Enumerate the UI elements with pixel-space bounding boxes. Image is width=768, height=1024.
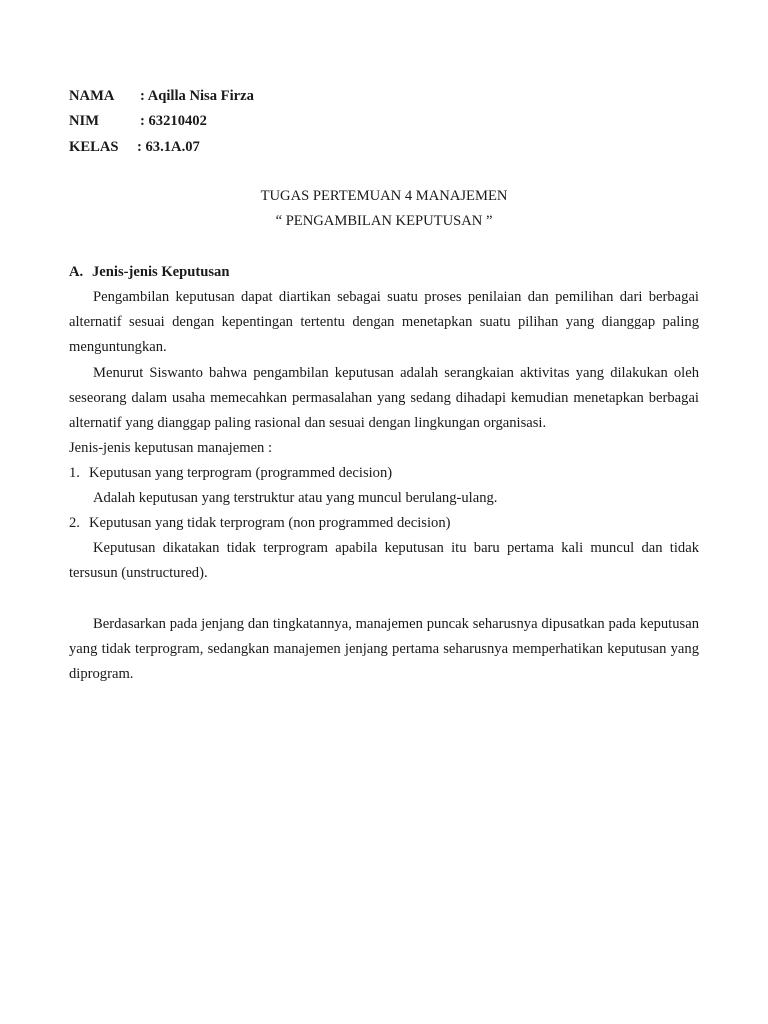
list-item-title: Keputusan yang terprogram (programmed decision) (89, 465, 393, 481)
section-heading (69, 262, 229, 282)
list-intro: Jenis-jenis keputusan manajemen : (69, 440, 273, 456)
nim-label: NIM (69, 113, 99, 129)
list-item-description: Adalah keputusan yang terstruktur atau yang muncul berulang-ulang. (93, 490, 498, 506)
section-number: A. (69, 264, 84, 280)
nim-row (69, 111, 207, 131)
name-row (69, 86, 254, 106)
paragraph-siswanto: Menurut Siswanto bahwa pengambilan keputusan adalah serangkaian aktivitas yang dilakukan oleh seseorang dalam usaha memecahkan permasalahan yang sedang dihadapi kemudian menetapkan berbagai alternatif yang dianggap paling rasional dan sesuai dengan lingkungan organisasi. (69, 365, 699, 432)
class-row (69, 137, 200, 157)
class-value: : 63.1A.07 (137, 139, 200, 155)
nim-value: : 63210402 (140, 113, 207, 129)
list-item-number: 2. (69, 515, 80, 531)
paragraph-conclusion: Berdasarkan pada jenjang dan tingkatannya, manajemen puncak seharusnya dipusatkan pada keputusan yang tidak terprogram, sedangkan manajemen jenjang pertama seharusnya memperhatikan keputusan yang diprogram. (69, 616, 699, 683)
section-title: Jenis-jenis Keputusan (92, 264, 230, 280)
assignment-subtitle: “ PENGAMBILAN KEPUTUSAN ” (275, 213, 493, 229)
document-page (69, 0, 699, 1024)
assignment-title: TUGAS PERTEMUAN 4 MANAJEMEN (260, 188, 508, 204)
list-item-title: Keputusan yang tidak terprogram (non programmed decision) (89, 515, 451, 531)
paragraph-definition: Pengambilan keputusan dapat diartikan sebagai suatu proses penilaian dan pemilihan dari berbagai alternatif sesuai dengan kepentingan tertentu dengan menetapkan suatu pilihan yang dianggap paling menguntungkan. (69, 289, 699, 356)
list-item (69, 513, 451, 533)
name-value: : Aqilla Nisa Firza (140, 88, 254, 104)
name-label: NAMA (69, 88, 115, 104)
class-label: KELAS (69, 139, 119, 155)
list-item (69, 463, 392, 483)
list-item-number: 1. (69, 465, 80, 481)
list-item-description: Keputusan dikatakan tidak terprogram apabila keputusan itu baru pertama kali muncul dan tidak tersusun (unstructured). (69, 540, 699, 582)
